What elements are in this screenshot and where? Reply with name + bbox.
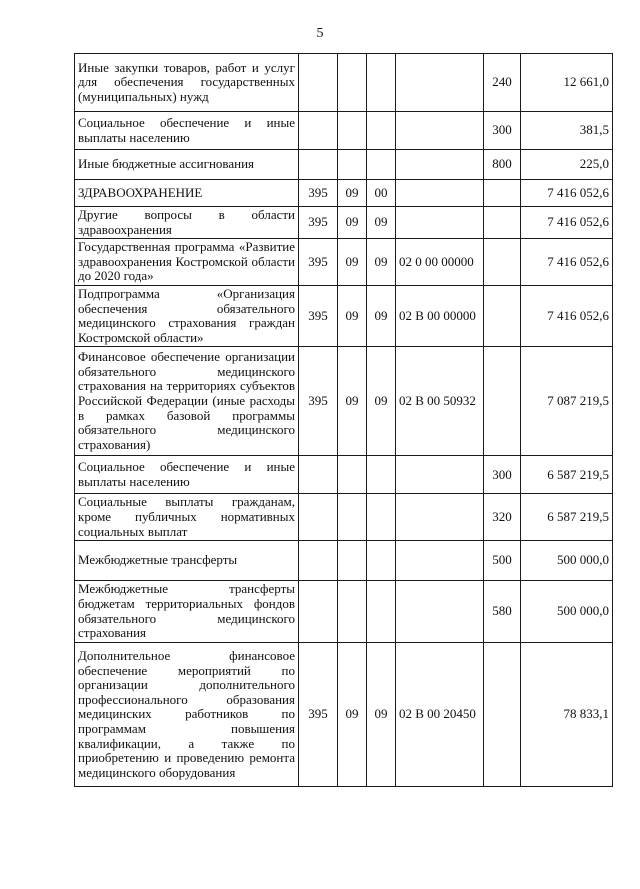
row-name: Иные бюджетные ассигнования	[75, 150, 299, 180]
row-expense-type-code	[484, 285, 521, 346]
row-expense-type-code: 800	[484, 150, 521, 180]
row-section-code: 09	[338, 643, 367, 787]
row-name: Дополнительное финансовое обеспечение мероприятий по организации дополнительного профессионального образования медицинских работников по программам повышения квалификации, а также по приобретению и проведению ремонта медицинского оборудования	[75, 643, 299, 787]
row-section-code	[338, 150, 367, 180]
row-ministry-code	[299, 150, 338, 180]
row-name: Государственная программа «Развитие здравоохранения Костромской области до 2020 года»	[75, 239, 299, 286]
row-amount: 6 587 219,5	[521, 494, 613, 541]
table-row	[75, 180, 613, 207]
row-expense-type-code	[484, 207, 521, 239]
row-target-code	[396, 54, 484, 112]
row-amount: 225,0	[521, 150, 613, 180]
row-ministry-code: 395	[299, 347, 338, 456]
row-target-code: 02 В 00 00000	[396, 285, 484, 346]
page-number: 5	[316, 26, 324, 41]
row-ministry-code: 395	[299, 207, 338, 239]
row-expense-type-code: 240	[484, 54, 521, 112]
row-amount: 6 587 219,5	[521, 456, 613, 494]
row-section-code	[338, 541, 367, 581]
row-expense-type-code: 500	[484, 541, 521, 581]
row-target-code	[396, 541, 484, 581]
row-subsection-code: 09	[367, 285, 396, 346]
table-row	[75, 54, 613, 112]
row-section-code	[338, 54, 367, 112]
row-subsection-code: 09	[367, 207, 396, 239]
row-name: Межбюджетные трансферты бюджетам территориальных фондов обязательного медицинского страхования	[75, 581, 299, 643]
row-expense-type-code: 580	[484, 581, 521, 643]
row-subsection-code	[367, 112, 396, 150]
row-subsection-code: 09	[367, 643, 396, 787]
row-name: Иные закупки товаров, работ и услуг для обеспечения государственных (муниципальных) нужд	[75, 54, 299, 112]
table-row	[75, 494, 613, 541]
row-target-code	[396, 112, 484, 150]
row-expense-type-code	[484, 347, 521, 456]
row-section-code: 09	[338, 207, 367, 239]
row-section-code: 09	[338, 239, 367, 286]
row-ministry-code: 395	[299, 180, 338, 207]
row-subsection-code: 09	[367, 347, 396, 456]
row-subsection-code	[367, 494, 396, 541]
row-name: Социальное обеспечение и иные выплаты населению	[75, 112, 299, 150]
table-row	[75, 541, 613, 581]
row-name: Другие вопросы в области здравоохранения	[75, 207, 299, 239]
row-target-code	[396, 207, 484, 239]
row-amount: 500 000,0	[521, 541, 613, 581]
row-expense-type-code: 300	[484, 456, 521, 494]
row-ministry-code	[299, 112, 338, 150]
budget-table	[74, 53, 613, 787]
table-row	[75, 347, 613, 456]
row-name: ЗДРАВООХРАНЕНИЕ	[75, 180, 299, 207]
row-name: Социальные выплаты гражданам, кроме публичных нормативных социальных выплат	[75, 494, 299, 541]
row-section-code	[338, 581, 367, 643]
row-ministry-code: 395	[299, 239, 338, 286]
row-subsection-code	[367, 54, 396, 112]
row-subsection-code	[367, 581, 396, 643]
table-row	[75, 150, 613, 180]
row-section-code	[338, 112, 367, 150]
row-ministry-code	[299, 541, 338, 581]
table-row	[75, 581, 613, 643]
row-amount: 7 416 052,6	[521, 207, 613, 239]
row-target-code	[396, 581, 484, 643]
row-target-code	[396, 180, 484, 207]
row-name: Подпрограмма «Организация обеспечения обязательного медицинского страхования граждан Костромской области»	[75, 285, 299, 346]
table-row	[75, 456, 613, 494]
row-section-code	[338, 456, 367, 494]
row-expense-type-code: 320	[484, 494, 521, 541]
table-row	[75, 207, 613, 239]
table-row	[75, 285, 613, 346]
row-target-code: 02 В 00 20450	[396, 643, 484, 787]
row-target-code: 02 0 00 00000	[396, 239, 484, 286]
row-expense-type-code	[484, 643, 521, 787]
row-section-code: 09	[338, 180, 367, 207]
row-amount: 500 000,0	[521, 581, 613, 643]
row-target-code: 02 В 00 50932	[396, 347, 484, 456]
row-target-code	[396, 494, 484, 541]
row-ministry-code	[299, 494, 338, 541]
row-target-code	[396, 456, 484, 494]
table-row	[75, 112, 613, 150]
row-amount: 7 416 052,6	[521, 239, 613, 286]
row-ministry-code	[299, 54, 338, 112]
row-amount: 7 087 219,5	[521, 347, 613, 456]
row-expense-type-code	[484, 239, 521, 286]
row-section-code: 09	[338, 347, 367, 456]
budget-table-body	[75, 54, 613, 787]
row-ministry-code: 395	[299, 285, 338, 346]
row-subsection-code: 09	[367, 239, 396, 286]
row-name: Межбюджетные трансферты	[75, 541, 299, 581]
row-subsection-code	[367, 541, 396, 581]
row-name: Социальное обеспечение и иные выплаты населению	[75, 456, 299, 494]
table-row	[75, 239, 613, 286]
row-amount: 12 661,0	[521, 54, 613, 112]
table-row	[75, 643, 613, 787]
row-subsection-code: 00	[367, 180, 396, 207]
row-expense-type-code	[484, 180, 521, 207]
row-target-code	[396, 150, 484, 180]
row-ministry-code	[299, 456, 338, 494]
row-amount: 7 416 052,6	[521, 285, 613, 346]
row-ministry-code: 395	[299, 643, 338, 787]
row-name: Финансовое обеспечение организации обязательного медицинского страхования на территориях субъектов Российской Федерации (иные расходы в рамках базовой программы обязательного медицинского страхования)	[75, 347, 299, 456]
row-amount: 7 416 052,6	[521, 180, 613, 207]
row-ministry-code	[299, 581, 338, 643]
row-subsection-code	[367, 456, 396, 494]
row-section-code: 09	[338, 285, 367, 346]
row-section-code	[338, 494, 367, 541]
row-amount: 381,5	[521, 112, 613, 150]
row-amount: 78 833,1	[521, 643, 613, 787]
row-expense-type-code: 300	[484, 112, 521, 150]
row-subsection-code	[367, 150, 396, 180]
